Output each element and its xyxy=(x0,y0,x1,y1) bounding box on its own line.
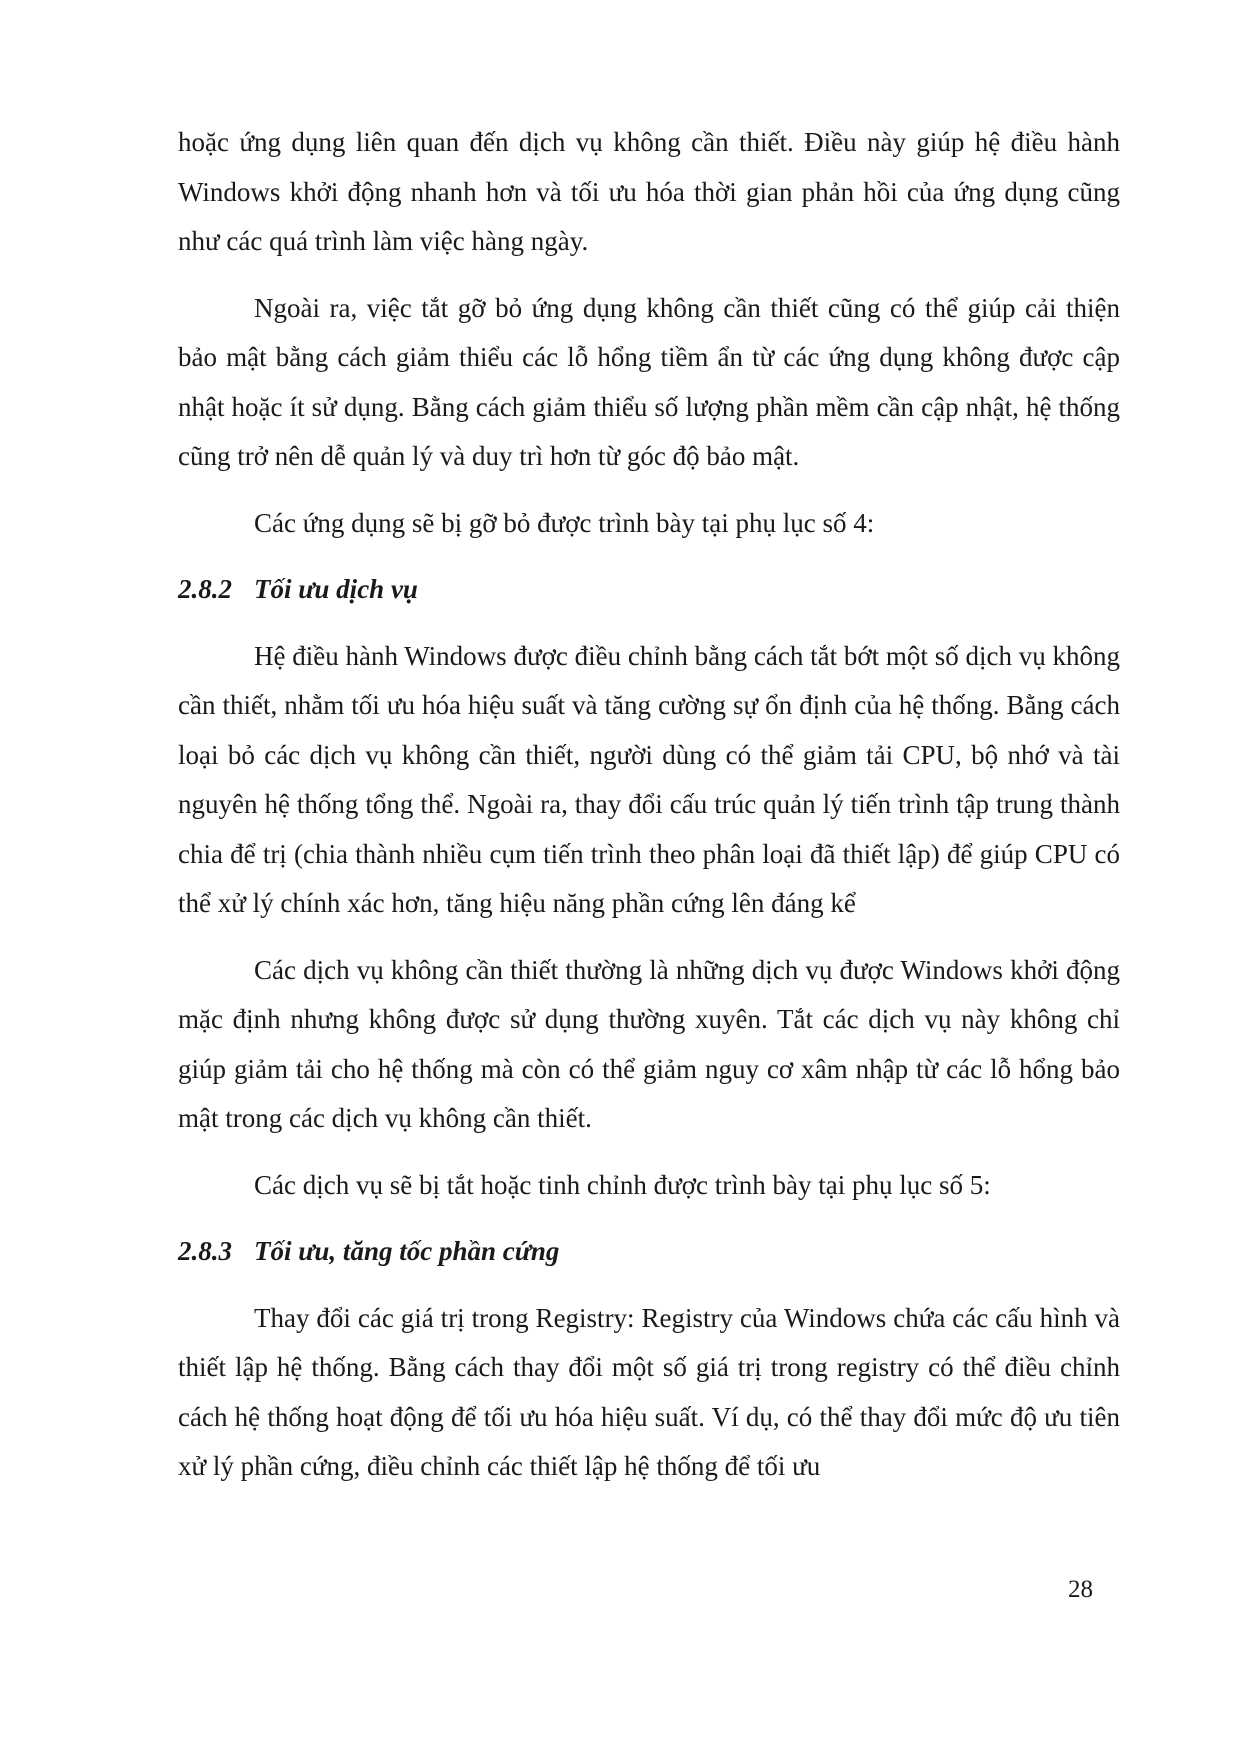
body-paragraph: Các dịch vụ không cần thiết thường là những dịch vụ được Windows khởi động mặc định nhưng không được sử dụng thường xuyên. Tắt các dịch vụ này không chỉ giúp giảm tải cho hệ thống mà còn có thể giảm nguy cơ xâm nhập từ các lỗ hổng bảo mật trong các dịch vụ không cần thiết. xyxy=(178,954,1120,1133)
section-heading xyxy=(178,1227,1120,1277)
body-paragraph: Các dịch vụ sẽ bị tắt hoặc tinh chỉnh được trình bày tại phụ lục số 5: xyxy=(254,1169,991,1200)
section-title: Tối ưu, tăng tốc phần cứng xyxy=(254,1236,560,1266)
body-paragraph: hoặc ứng dụng liên quan đến dịch vụ không cần thiết. Điều này giúp hệ điều hành Windows khởi động nhanh hơn và tối ưu hóa thời gian phản hồi của ứng dụng cũng như các quá trình làm việc hàng ngày. xyxy=(178,127,1120,256)
page-body xyxy=(178,118,1120,1492)
body-paragraph: Ngoài ra, việc tắt gỡ bỏ ứng dụng không cần thiết cũng có thể giúp cải thiện bảo mật bằng cách giảm thiểu các lỗ hổng tiềm ẩn từ các ứng dụng không được cập nhật hoặc ít sử dụng. Bằng cách giảm thiểu số lượng phần mềm cần cập nhật, hệ thống cũng trở nên dễ quản lý và duy trì hơn từ góc độ bảo mật. xyxy=(178,292,1120,471)
section-title: Tối ưu dịch vụ xyxy=(254,574,418,604)
body-paragraph: Các ứng dụng sẽ bị gỡ bỏ được trình bày tại phụ lục số 4: xyxy=(254,507,875,538)
section-number: 2.8.3 xyxy=(178,1236,232,1266)
page-number: 28 xyxy=(1068,1576,1093,1603)
body-paragraph: Hệ điều hành Windows được điều chỉnh bằng cách tắt bớt một số dịch vụ không cần thiết, nhằm tối ưu hóa hiệu suất và tăng cường sự ổn định của hệ thống. Bằng cách loại bỏ các dịch vụ không cần thiết, người dùng có thể giảm tải CPU, bộ nhớ và tài nguyên hệ thống tổng thể. Ngoài ra, thay đổi cấu trúc quản lý tiến trình tập trung thành chia để trị (chia thành nhiều cụm tiến trình theo phân loại đã thiết lập) để giúp CPU có thể xử lý chính xác hơn, tăng hiệu năng phần cứng lên đáng kể xyxy=(178,640,1120,918)
section-number: 2.8.2 xyxy=(178,574,232,604)
section-heading xyxy=(178,565,1120,615)
body-paragraph: Thay đổi các giá trị trong Registry: Registry của Windows chứa các cấu hình và thiết lập hệ thống. Bằng cách thay đổi một số giá trị trong registry có thể điều chỉnh cách hệ thống hoạt động để tối ưu hóa hiệu suất. Ví dụ, có thể thay đổi mức độ ưu tiên xử lý phần cứng, điều chỉnh các thiết lập hệ thống để tối ưu xyxy=(178,1302,1120,1481)
